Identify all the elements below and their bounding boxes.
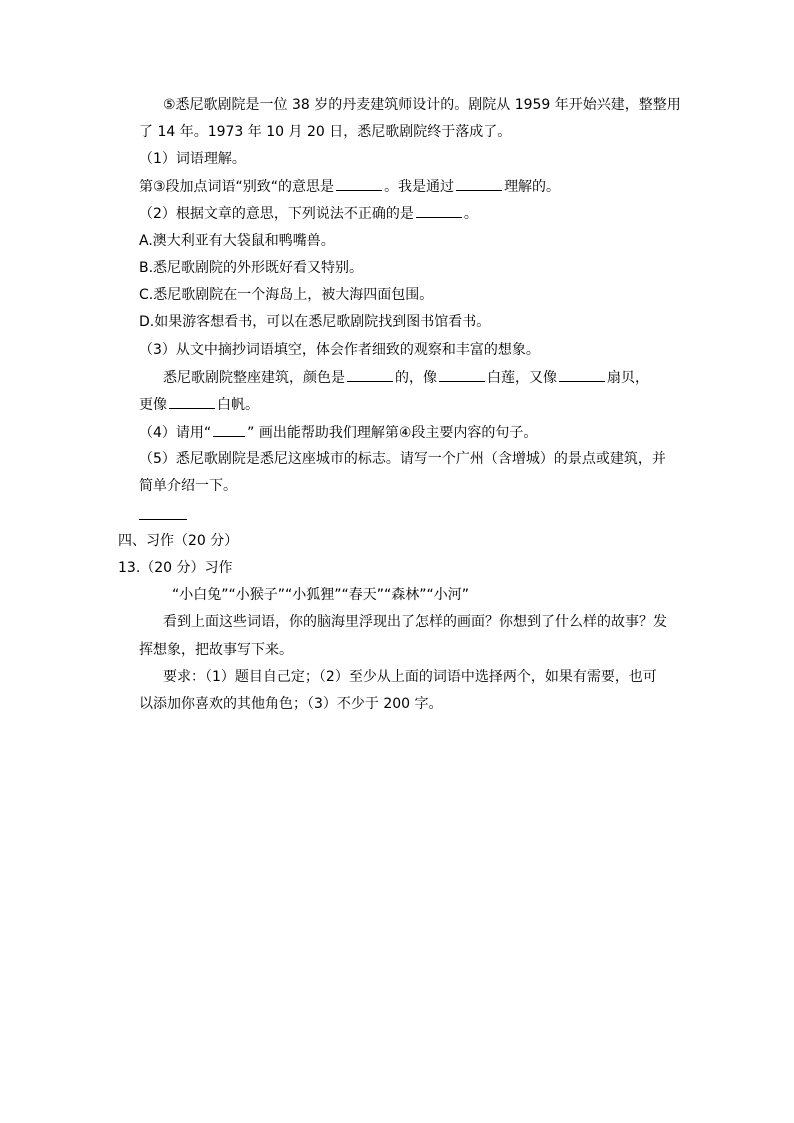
passage-para5-line2: 了 14 年。1973 年 10 月 20 日，悉尼歌剧院终于落成了。 [139, 124, 512, 140]
q2-title [139, 203, 478, 224]
q13-requirements-line2: 以添加你喜欢的其他角色；（3）不少于 200 字。 [139, 696, 443, 712]
q5-line1: （5）悉尼歌剧院是悉尼这座城市的标志。请写一个广州（含增城）的景点或建筑，并 [139, 451, 666, 467]
q4-line [139, 422, 537, 443]
passage-para5-line1: ⑤悉尼歌剧院是一位 38 岁的丹麦建筑师设计的。剧院从 1959 年开始兴建，整整用 [163, 97, 681, 113]
q13-requirements-line1: 要求：（1）题目自己定；（2）至少从上面的词语中选择两个，如果有需要，也可 [163, 669, 657, 685]
q2-option-d: D.如果游客想看书，可以在悉尼歌剧院找到图书馆看书。 [139, 314, 491, 330]
q2-text-a: （2）根据文章的意思，下列说法不正确的是 [139, 206, 414, 222]
q3-blank-shell[interactable] [559, 367, 605, 382]
q4-text-a: （4）请用“ [139, 425, 212, 441]
q13-prompt-line2: 挥想象，把故事写下来。 [139, 642, 293, 658]
q1-text-b: 。我是通过 [384, 179, 455, 195]
q13-prompt-line1: 看到上面这些词语，你的脑海里浮现出了怎样的画面？你想到了什么样的故事？发 [163, 614, 667, 630]
q3-blank-sail[interactable] [169, 394, 215, 409]
q2-text-b: 。 [463, 206, 478, 222]
q3-fill-line1 [163, 367, 649, 388]
q3-text-a: 悉尼歌剧院整座建筑，颜色是 [163, 370, 345, 386]
q3-blank-color[interactable] [347, 367, 393, 382]
q5-line2: 简单介绍一下。 [139, 478, 237, 494]
q3-text-e: 更像 [139, 397, 167, 413]
q2-blank-answer[interactable] [416, 203, 462, 218]
section4-heading: 四、习作（20 分） [118, 533, 239, 549]
q4-underline-mark [213, 422, 245, 437]
q1-text-c: 理解的。 [504, 179, 561, 195]
q3-text-f: 白帆。 [217, 397, 259, 413]
q3-text-d: 扇贝， [607, 370, 649, 386]
q1-prompt [139, 176, 560, 197]
q3-title: （3）从文中摘抄词语填空，体会作者细致的观察和丰富的想象。 [139, 342, 540, 358]
q5-answer-blank[interactable] [139, 519, 187, 520]
q3-text-b: 的，像 [395, 370, 437, 386]
q3-blank-lotus[interactable] [439, 367, 485, 382]
q1-title: （1）词语理解。 [139, 151, 246, 167]
q2-option-c: C.悉尼歌剧院在一个海岛上，被大海四面包围。 [139, 287, 434, 303]
q2-option-a: A.澳大利亚有大袋鼠和鸭嘴兽。 [139, 233, 335, 249]
q1-text-a: 第③段加点词语“别致“的意思是 [139, 179, 335, 195]
q1-blank-meaning[interactable] [336, 176, 382, 191]
q3-fill-line2 [139, 394, 259, 415]
q3-text-c: 白莲，又像 [487, 370, 557, 386]
q2-option-b: B.悉尼歌剧院的外形既好看又特别。 [139, 260, 364, 276]
q13-title: 13.（20 分）习作 [118, 560, 233, 576]
q1-blank-method[interactable] [456, 176, 502, 191]
q13-keywords: “小白兔”“小猴子”“小狐狸”“春天”“森林”“小河” [172, 587, 470, 603]
q4-text-b: ” 画出能帮助我们理解第④段主要内容的句子。 [247, 425, 538, 441]
